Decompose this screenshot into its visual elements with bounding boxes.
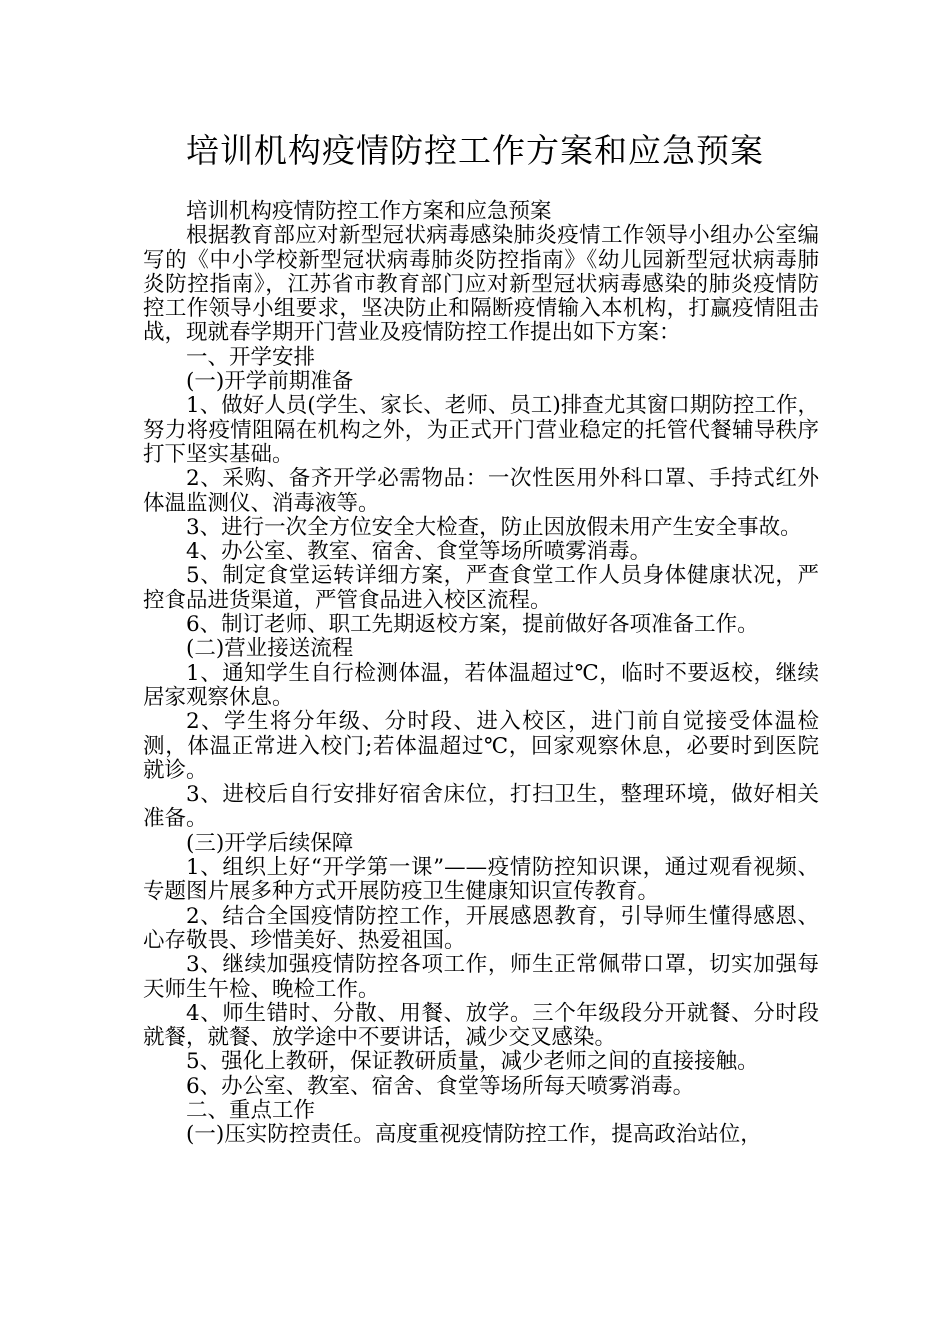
paragraph: 5、制定食堂运转详细方案，严查食堂工作人员身体健康状况，严控食品进货渠道，严管食品进入校区流程。 [143, 563, 819, 613]
paragraph: 3、继续加强疫情防控各项工作，师生正常佩带口罩，切实加强每天师生午检、晚检工作。 [143, 952, 819, 1002]
subsection-heading: (一)开学前期准备 [186, 369, 354, 395]
subsection-heading: (二)营业接送流程 [186, 636, 354, 662]
paragraph: 2、采购、备齐开学必需物品：一次性医用外科口罩、手持式红外体温监测仪、消毒液等。 [143, 466, 819, 516]
paragraph: 1、做好人员(学生、家长、老师、员工)排查尤其窗口期防控工作，努力将疫情阻隔在机构之外，为正式开门营业稳定的托管代餐辅导秩序打下坚实基础。 [143, 393, 819, 467]
paragraph: 5、强化上教研，保证教研质量，减少老师之间的直接接触。 [186, 1049, 759, 1075]
paragraph: 6、制订老师、职工先期返校方案，提前做好各项准备工作。 [186, 612, 759, 638]
document-title: 培训机构疫情防控工作方案和应急预案 [186, 131, 764, 170]
paragraph: 3、进行一次全方位安全大检查，防止因放假未用产生安全事故。 [186, 514, 802, 540]
paragraph: 4、师生错时、分散、用餐、放学。三个年级段分开就餐、分时段就餐，就餐、放学途中不要讲话，减少交叉感染。 [143, 1000, 819, 1051]
paragraph: 2、学生将分年级、分时段、进入校区，进门前自觉接受体温检测，体温正常进入校门;若体温超过℃，回家观察休息，必要时到医院就诊。 [143, 709, 819, 783]
paragraph: 根据教育部应对新型冠状病毒感染肺炎疫情工作领导小组办公室编写的《中小学校新型冠状病毒肺炎防控指南》《幼儿园新型冠状病毒肺炎防控指南》，江苏省市教育部门应对新型冠状病毒感染的肺炎疫情防控工作领导小组要求，坚决防止和隔断疫情输入本机构，打赢疫情阻击战，现就春学期开门营业及疫情防控工作提出如下方案： [143, 223, 819, 346]
paragraph: 1、通知学生自行检测体温，若体温超过℃，临时不要返校，继续居家观察休息。 [143, 660, 819, 710]
paragraph: 6、办公室、教室、宿舍、食堂等场所每天喷雾消毒。 [186, 1073, 695, 1099]
paragraph: 4、办公室、教室、宿舍、食堂等场所喷雾消毒。 [186, 539, 652, 565]
paragraph: 1、组织上好“开学第一课”——疫情防控知识课，通过观看视频、专题图片展多种方式开展防疫卫生健康知识宣传教育。 [143, 855, 819, 905]
section-heading: 一、开学安排 [186, 344, 316, 370]
paragraph: 3、进校后自行安排好宿舍床位，打扫卫生，整理环境，做好相关准备。 [143, 782, 819, 832]
document-body [143, 200, 819, 1148]
section-heading: 二、重点工作 [186, 1097, 316, 1123]
paragraph: (一)压实防控责任。高度重视疫情防控工作，提高政治站位， [186, 1122, 762, 1148]
paragraph: 培训机构疫情防控工作方案和应急预案 [186, 199, 552, 224]
subsection-heading: (三)开学后续保障 [186, 830, 354, 856]
paragraph: 2、结合全国疫情防控工作，开展感恩教育，引导师生懂得感恩、心存敬畏、珍惜美好、热爱祖国。 [143, 903, 819, 953]
